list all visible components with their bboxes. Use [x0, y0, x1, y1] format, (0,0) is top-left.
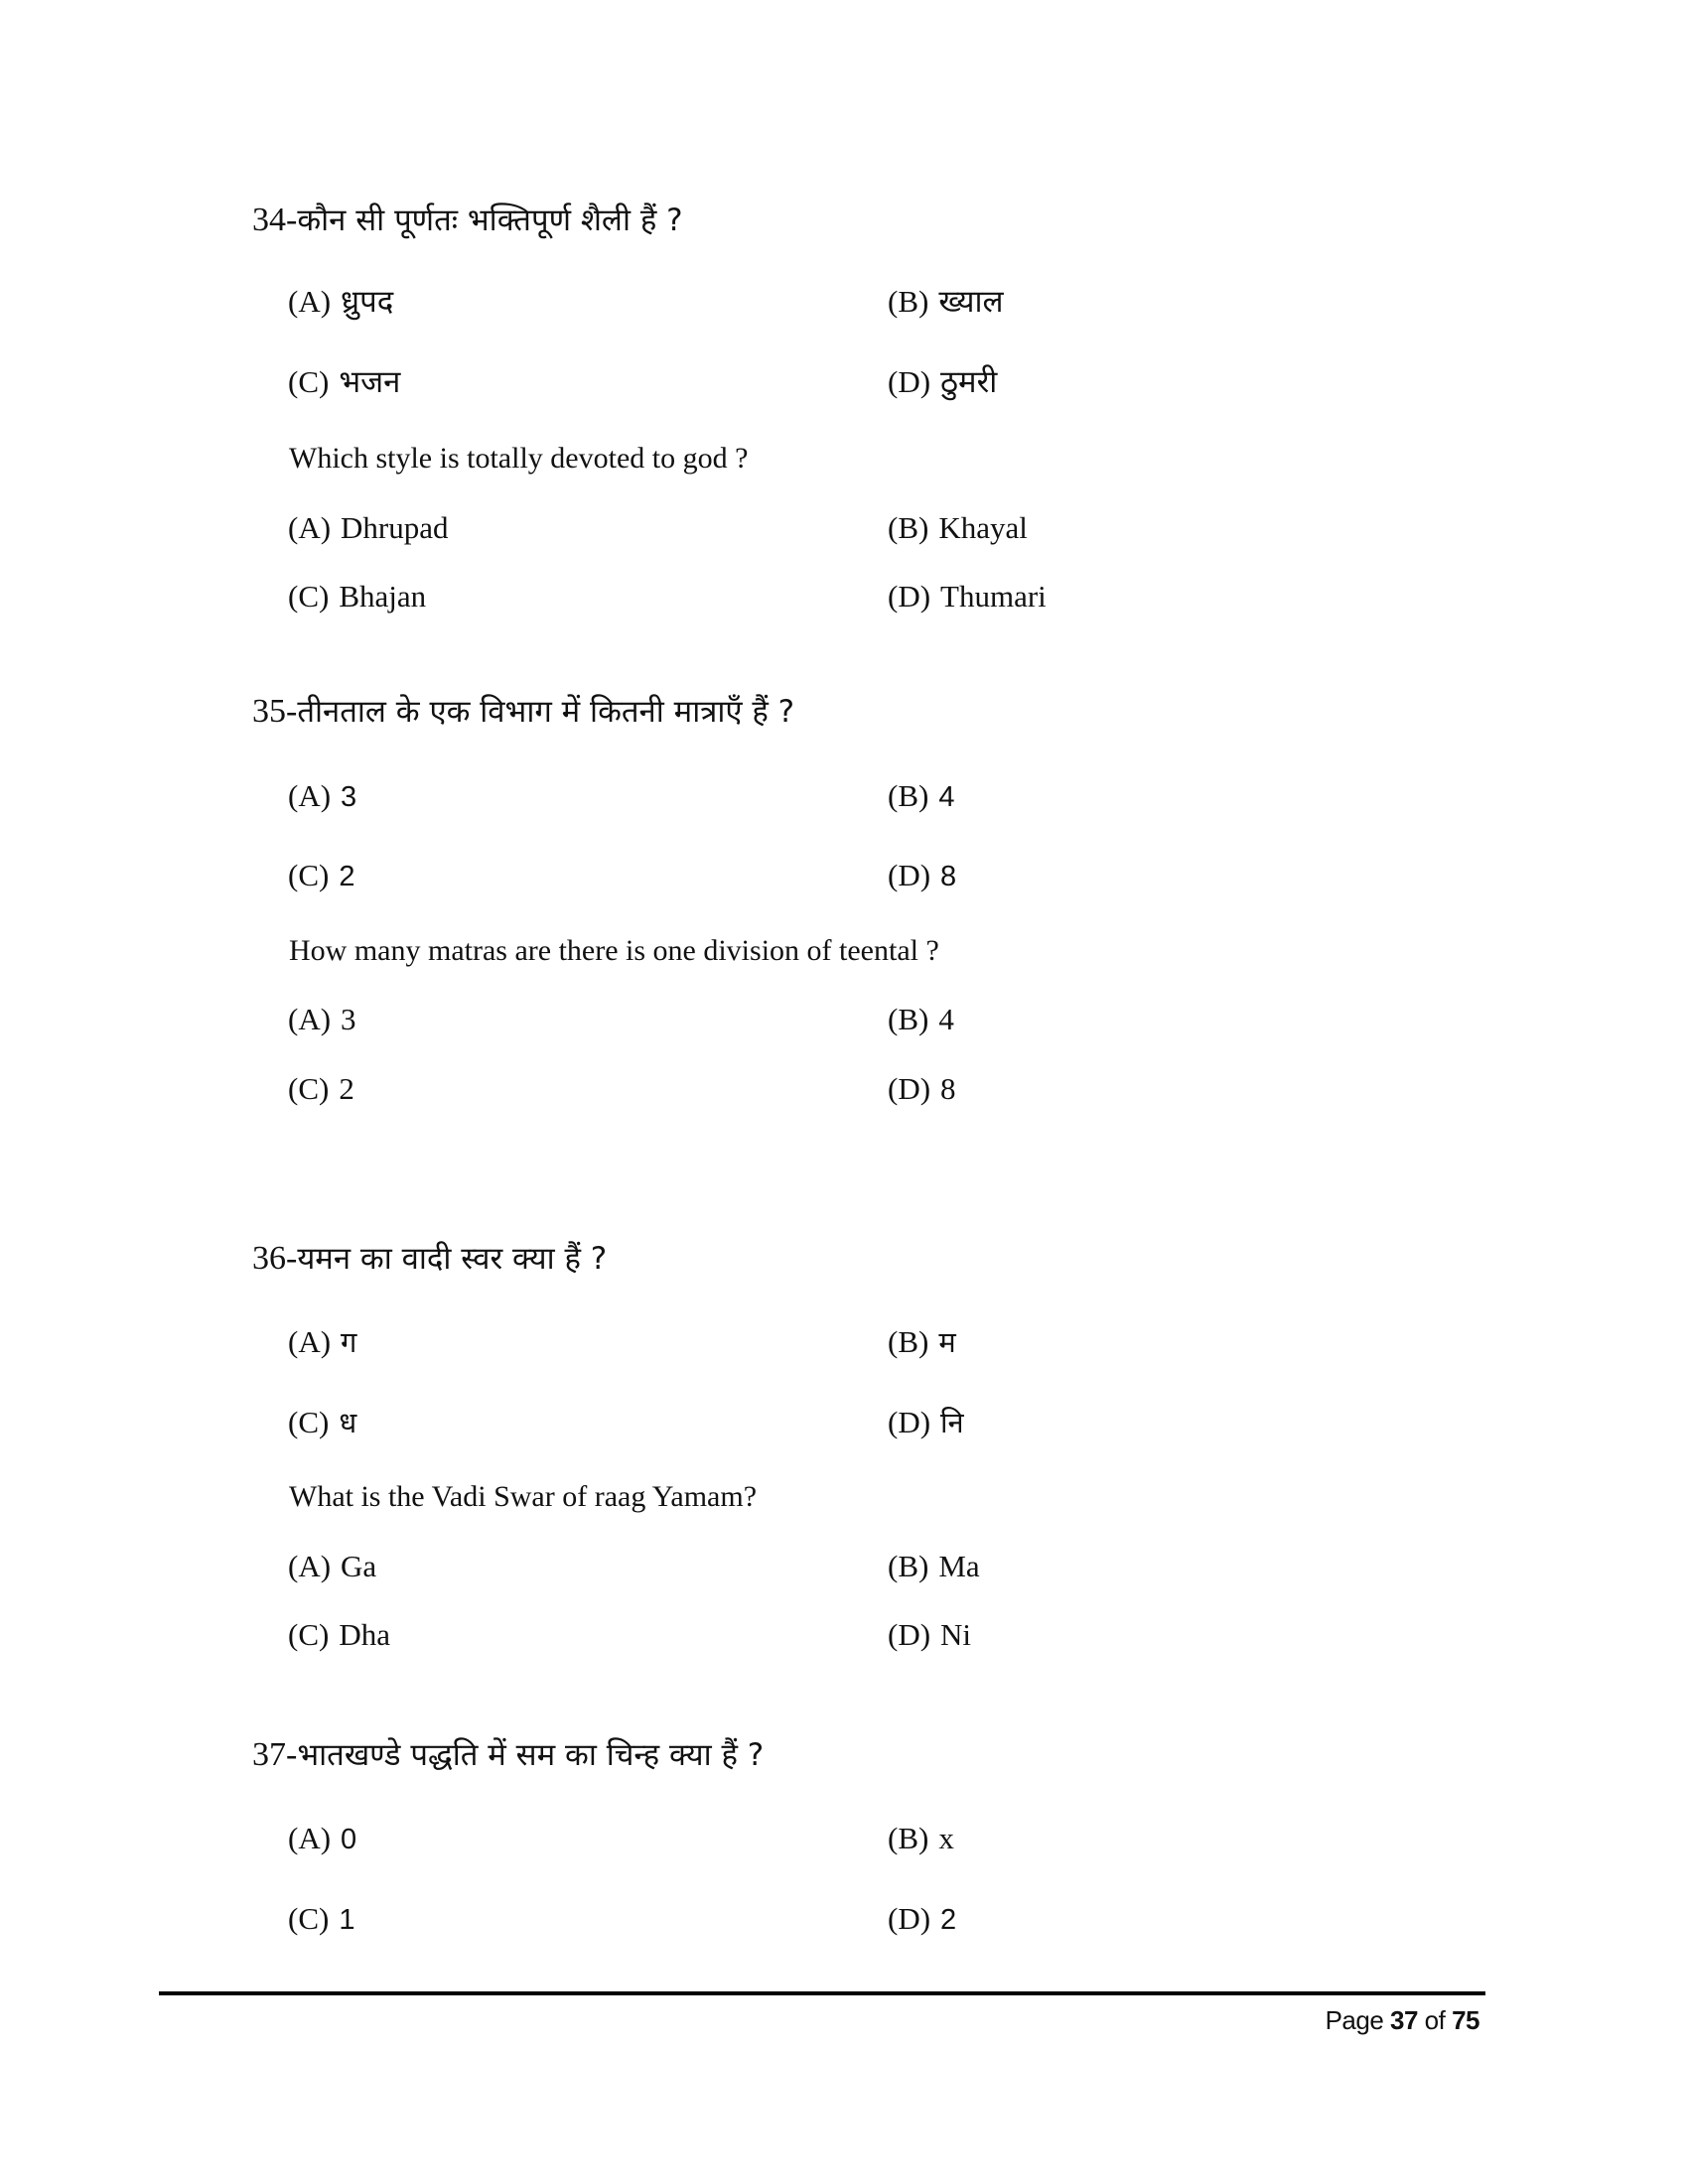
- q36-en-option-c[interactable]: (C) Dha: [288, 1617, 390, 1652]
- question-number: 37-: [252, 1736, 298, 1773]
- q35-hi-option-d[interactable]: (D) 8: [888, 858, 957, 892]
- q36-hi-option-c[interactable]: (C) ध: [288, 1405, 357, 1439]
- q36-hi-option-d[interactable]: (D) नि: [888, 1405, 964, 1439]
- question-34-english: Which style is totally devoted to god ?: [289, 442, 749, 475]
- q34-hi-option-a[interactable]: (A) ध्रुपद: [288, 284, 394, 320]
- q37-hi-option-a[interactable]: (A) 0: [288, 1821, 357, 1855]
- q37-hi-option-b[interactable]: (B) x: [888, 1821, 954, 1855]
- question-number: 36-: [252, 1240, 298, 1277]
- q35-en-option-b[interactable]: (B) 4: [888, 1002, 954, 1036]
- q35-hi-option-c[interactable]: (C) 2: [288, 858, 355, 892]
- q35-hi-option-b[interactable]: (B) 4: [888, 778, 955, 813]
- page-current: 37: [1390, 2005, 1418, 2035]
- q34-hi-option-c[interactable]: (C) भजन: [288, 364, 401, 400]
- q34-hi-option-b[interactable]: (B) ख्याल: [888, 284, 1004, 320]
- q34-en-option-d[interactable]: (D) Thumari: [888, 579, 1047, 614]
- question-text-hindi: भातखण्डे पद्धति में सम का चिन्ह क्या हैं ?: [297, 1737, 765, 1773]
- q36-en-option-d[interactable]: (D) Ni: [888, 1617, 972, 1652]
- question-37-hindi: [252, 1738, 764, 1772]
- question-number: 35-: [252, 693, 298, 730]
- question-text-hindi: कौन सी पूर्णतः भक्तिपूर्ण शैली हैं ?: [297, 203, 683, 238]
- q36-en-option-a[interactable]: (A) Ga: [288, 1549, 377, 1583]
- footer-divider: [159, 1991, 1485, 1995]
- q34-en-option-c[interactable]: (C) Bhajan: [288, 579, 427, 614]
- question-36-english: What is the Vadi Swar of raag Yamam?: [289, 1480, 758, 1513]
- q35-en-option-d[interactable]: (D) 8: [888, 1071, 956, 1106]
- question-35-hindi: [252, 695, 794, 729]
- q36-hi-option-a[interactable]: (A) ग: [288, 1324, 357, 1359]
- page-total: 75: [1452, 2005, 1479, 2035]
- q34-hi-option-d[interactable]: (D) ठुमरी: [888, 364, 998, 400]
- q36-en-option-b[interactable]: (B) Ma: [888, 1549, 980, 1583]
- q37-hi-option-d[interactable]: (D) 2: [888, 1901, 957, 1936]
- q34-en-option-a[interactable]: (A) Dhrupad: [288, 510, 449, 545]
- q35-hi-option-a[interactable]: (A) 3: [288, 778, 357, 813]
- question-text-hindi: तीनताल के एक विभाग में कितनी मात्राएँ हैं ?: [297, 694, 795, 730]
- question-36-hindi: [252, 1242, 607, 1276]
- q37-hi-option-c[interactable]: (C) 1: [288, 1901, 355, 1936]
- question-number: 34-: [252, 202, 298, 238]
- question-34-hindi: [252, 204, 683, 237]
- q35-en-option-a[interactable]: (A) 3: [288, 1002, 356, 1036]
- q36-hi-option-b[interactable]: (B) म: [888, 1324, 956, 1359]
- question-35-english: How many matras are there is one division of teental ?: [289, 934, 939, 967]
- question-text-hindi: यमन का वादी स्वर क्या हैं ?: [297, 1241, 608, 1277]
- q34-en-option-b[interactable]: (B) Khayal: [888, 510, 1028, 545]
- page-number: Page 37 of 75: [1325, 2005, 1479, 2035]
- q35-en-option-c[interactable]: (C) 2: [288, 1071, 354, 1106]
